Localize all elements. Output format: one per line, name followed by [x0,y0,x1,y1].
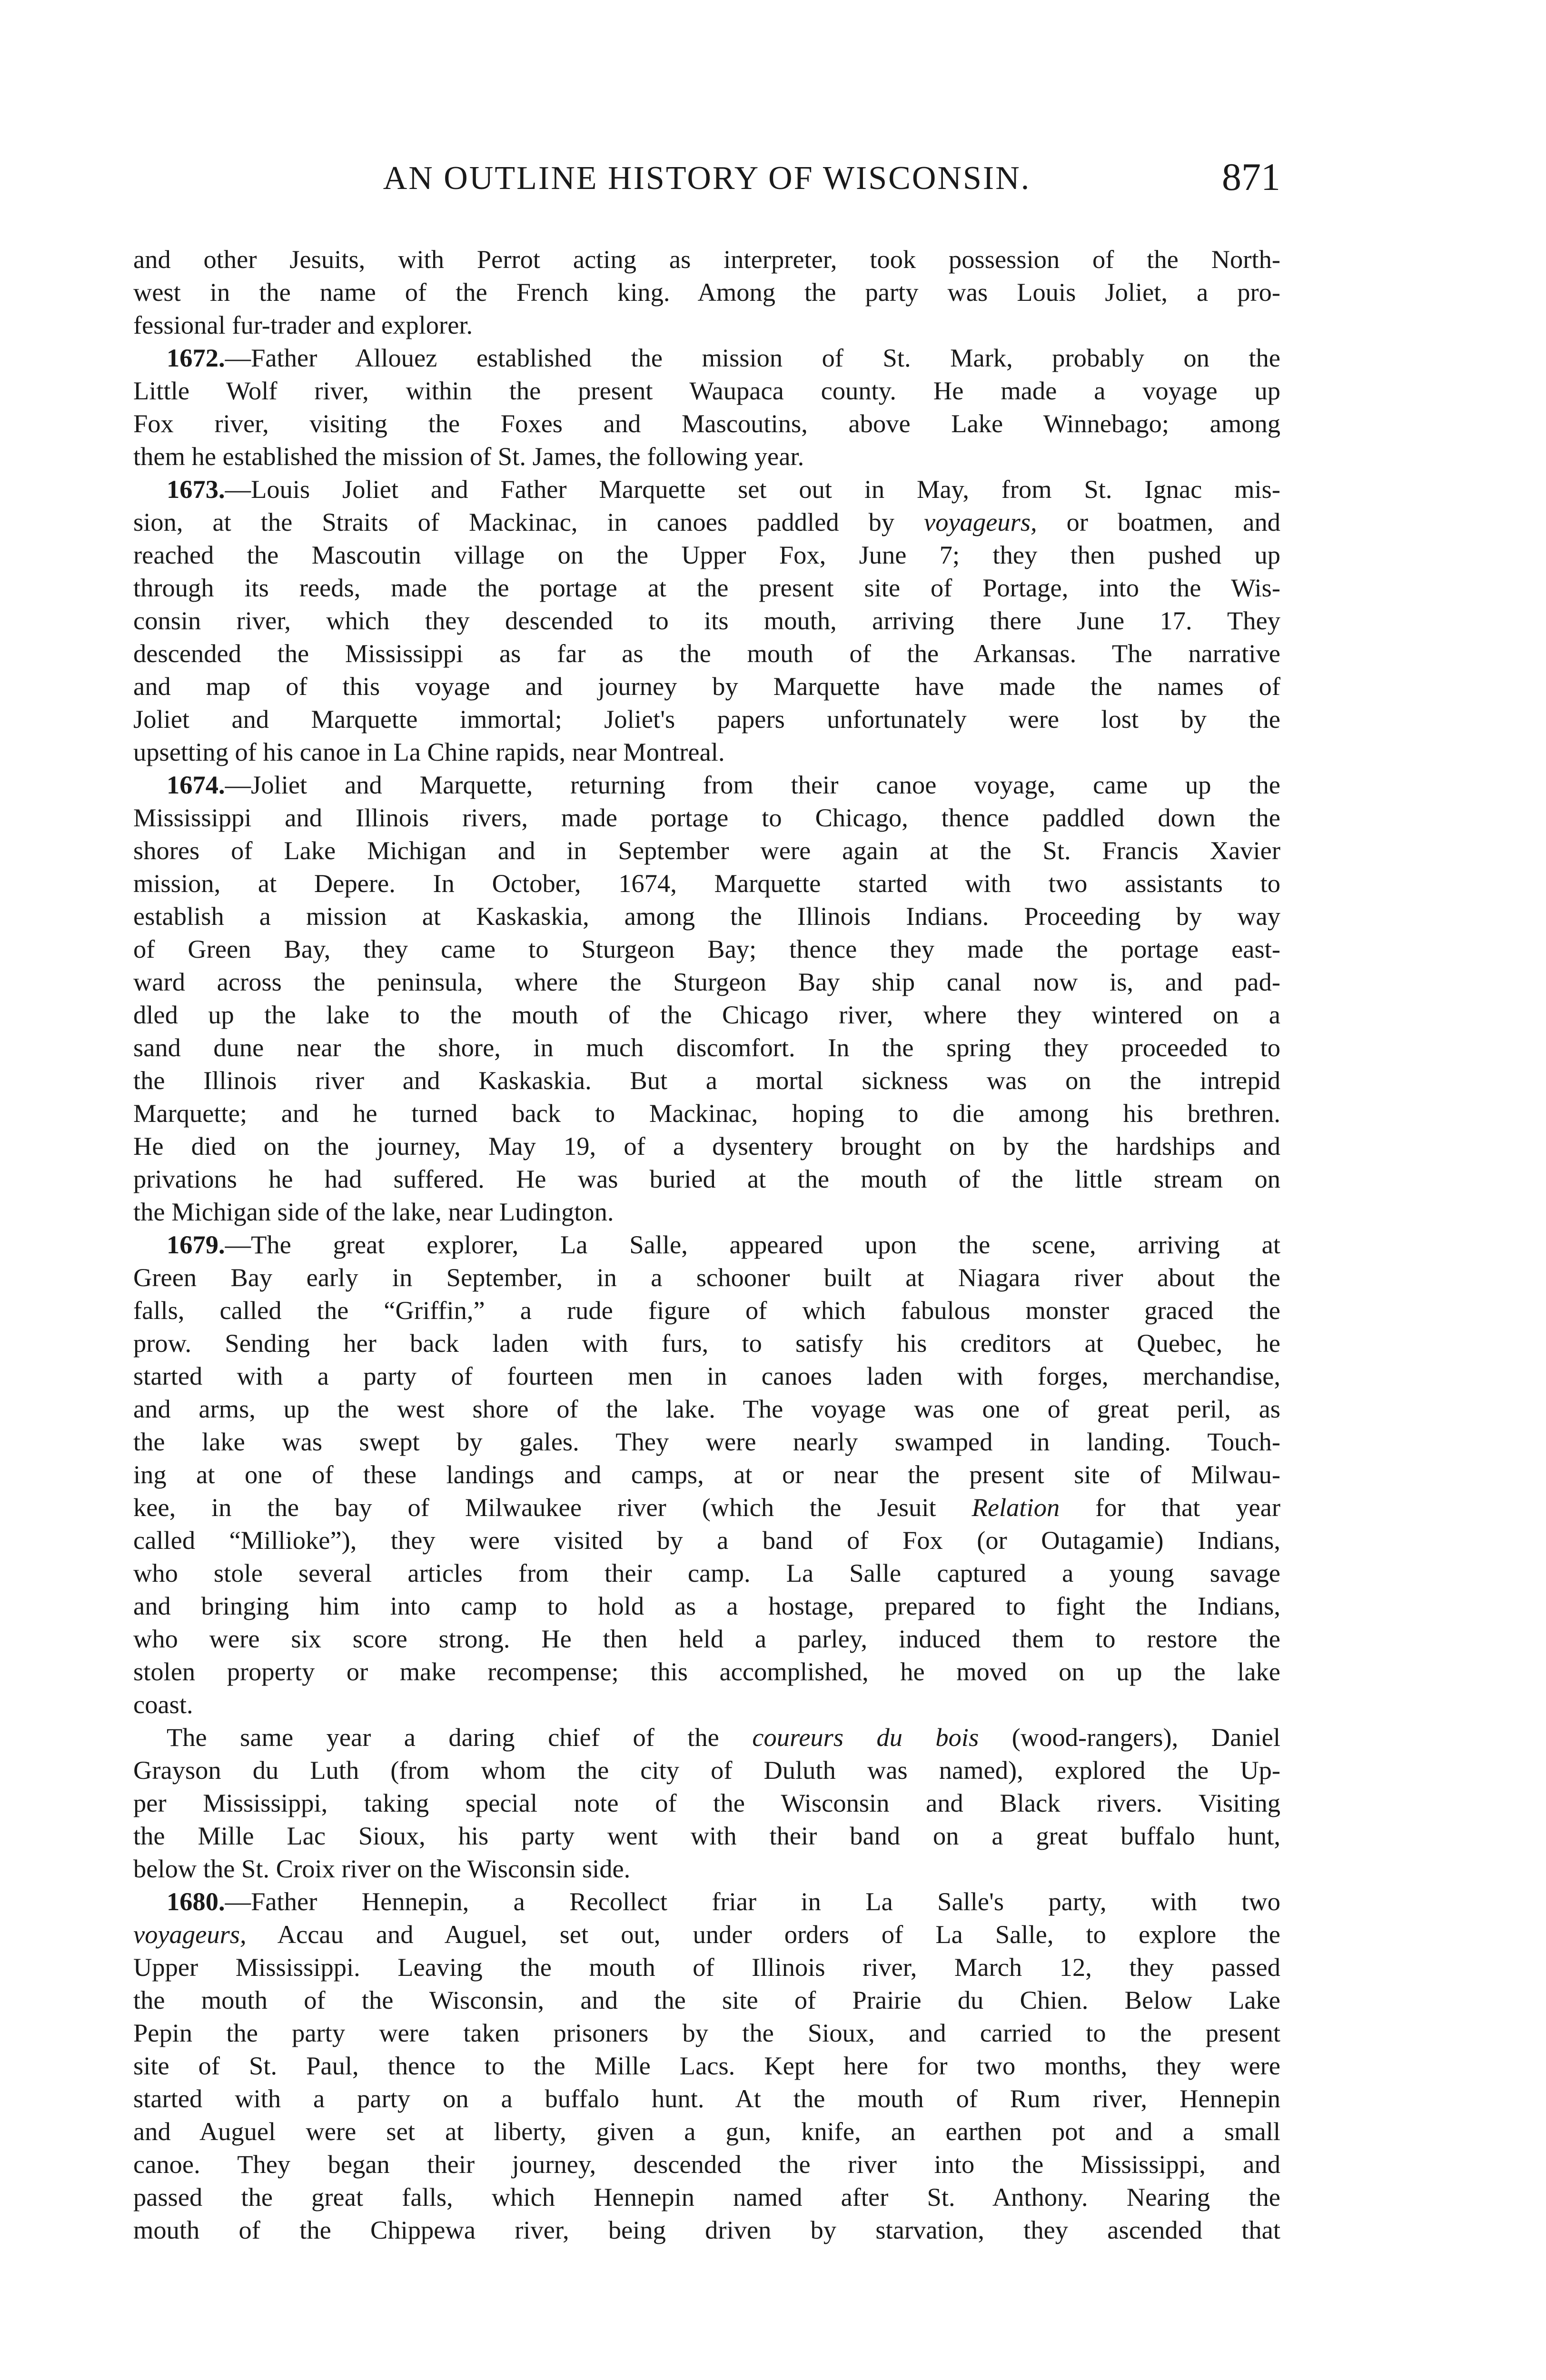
text-line [133,2016,1280,2049]
text-run: and bringing him into camp to hold as a hostage, prepared to fight the Indians, [133,1591,1280,1620]
text-run: Grayson du Luth (from whom the city of Duluth was named), explored the Up- [133,1755,1280,1785]
text-line [133,1983,1280,2016]
text-line [133,1491,1280,1524]
text-line [133,276,1280,308]
text-line [133,1327,1280,1359]
text-run: falls, called the “Griffin,” a rude figure of which fabulous monster graced the [133,1296,1280,1325]
text-line [133,604,1280,637]
text-line [133,1589,1280,1622]
text-run: Fox river, visiting the Foxes and Mascoutins, above Lake Winnebago; among [133,409,1280,438]
text-run: or boatmen, and [1037,507,1280,536]
text-run: dled up the lake to the mouth of the Chicago river, where they wintered on a [133,1000,1280,1029]
text-line [133,2213,1280,2246]
text-run: —The great explorer, La Salle, appeared upon the scene, arriving at [225,1230,1280,1259]
running-title: AN OUTLINE HISTORY OF WISCONSIN. [383,160,1031,197]
text-line [133,1359,1280,1392]
italic-term: Relation [971,1493,1060,1522]
text-run: He died on the journey, May 19, of a dysentery brought on by the hardships and [133,1131,1280,1160]
text-run: passed the great falls, which Hennepin named after St. Anthony. Nearing the [133,2182,1280,2211]
year-heading: 1672. [167,343,225,372]
text-line [133,538,1280,571]
year-heading: 1674. [167,770,225,799]
text-line [133,341,1280,374]
text-run: mouth of the Chippewa river, being driven by starvation, they ascended that [133,2215,1280,2244]
text-line [133,1392,1280,1425]
text-run: started with a party on a buffalo hunt. At the mouth of Rum river, Hennepin [133,2084,1280,2113]
text-line [133,407,1280,440]
text-run: mission, at Depere. In October, 1674, Marquette started with two assistants to [133,869,1280,898]
text-run: (wood-rangers), Daniel [979,1723,1280,1752]
text-line [133,2049,1280,2082]
text-run: Marquette; and he turned back to Mackinac, hoping to die among his brethren. [133,1099,1280,1128]
text-run: and other Jesuits, with Perrot acting as interpreter, took possession of the North- [133,245,1280,274]
italic-term: coureurs du bois [752,1723,979,1752]
text-line [133,1721,1280,1754]
text-line [133,1622,1280,1655]
text-line [133,308,1280,341]
text-line [133,670,1280,703]
text-line [133,1064,1280,1097]
text-run: and arms, up the west shore of the lake. The voyage was one of great peril, as [133,1394,1280,1423]
text-run: establish a mission at Kaskaskia, among the Illinois Indians. Proceeding by way [133,902,1280,931]
text-line [133,440,1280,473]
text-run: Accau and Auguel, set out, under orders of La Salle, to explore the [246,1920,1280,1949]
text-run: —Joliet and Marquette, returning from their canoe voyage, came up the [225,770,1280,799]
text-line [133,506,1280,538]
text-run: for that year [1060,1493,1280,1522]
text-line [133,965,1280,998]
text-line [133,1524,1280,1557]
text-run: the Mille Lac Sioux, his party went with their band on a great buffalo hunt, [133,1821,1280,1850]
text-run: stolen property or make recompense; this accomplished, he moved on up the lake [133,1657,1280,1686]
text-run: the lake was swept by gales. They were nearly swamped in landing. Touch- [133,1427,1280,1456]
text-line [133,2181,1280,2213]
text-line [133,1031,1280,1064]
text-line [133,374,1280,407]
text-line [133,637,1280,670]
text-run: and map of this voyage and journey by Marquette have made the names of [133,672,1280,701]
text-line [133,1195,1280,1228]
text-line [133,1228,1280,1261]
text-run: consin river, which they descended to its mouth, arriving there June 17. They [133,606,1280,635]
text-run: prow. Sending her back laden with furs, to satisfy his creditors at Quebec, he [133,1329,1280,1358]
text-run: site of St. Paul, thence to the Mille Lacs. Kept here for two months, they were [133,2051,1280,2080]
text-run: reached the Mascoutin village on the Upper Fox, June 7; they then pushed up [133,540,1280,569]
text-line [133,768,1280,801]
text-run: Pepin the party were taken prisoners by the Sioux, and carried to the present [133,2018,1280,2047]
page-header [133,155,1280,212]
year-heading: 1673. [167,475,225,504]
text-line [133,1557,1280,1589]
text-line [133,2082,1280,2115]
text-run: west in the name of the French king. Among the party was Louis Joliet, a pro- [133,278,1280,307]
text-run: per Mississippi, taking special note of the Wisconsin and Black rivers. Visiting [133,1788,1280,1817]
year-heading: 1680. [167,1887,225,1916]
text-run: them he established the mission of St. James, the following year. [133,442,804,471]
text-run: —Louis Joliet and Father Marquette set out in May, from St. Ignac mis- [225,475,1280,504]
text-line [133,834,1280,867]
text-line [133,1130,1280,1162]
body-text [133,243,1280,2246]
text-line [133,998,1280,1031]
text-line [133,1754,1280,1786]
text-run: Upper Mississippi. Leaving the mouth of Illinois river, March 12, they passed [133,1953,1280,1982]
text-run: sion, at the Straits of Mackinac, in canoes paddled by [133,507,924,536]
text-line [133,932,1280,965]
text-run: —Father Hennepin, a Recollect friar in La Salle's party, with two [225,1887,1280,1916]
text-run: ing at one of these landings and camps, at or near the present site of Milwau- [133,1460,1280,1489]
text-run: who stole several articles from their camp. La Salle captured a young savage [133,1558,1280,1587]
text-run: privations he had suffered. He was buried at the mouth of the little stream on [133,1164,1280,1193]
text-line [133,867,1280,900]
text-run: through its reeds, made the portage at the present site of Portage, into the Wis- [133,573,1280,602]
text-line [133,1885,1280,1918]
text-run: and Auguel were set at liberty, given a gun, knife, an earthen pot and a small [133,2117,1280,2146]
text-run: kee, in the bay of Milwaukee river (which the Jesuit [133,1493,972,1522]
text-run: upsetting of his canoe in La Chine rapids, near Montreal. [133,737,725,766]
text-run: shores of Lake Michigan and in September were again at the St. Francis Xavier [133,836,1280,865]
text-line [133,1261,1280,1294]
text-run: canoe. They began their journey, descended the river into the Mississippi, and [133,2150,1280,2179]
text-run: called “Millioke”), they were visited by a band of Fox (or Outagamie) Indians, [133,1526,1280,1555]
text-line [133,1097,1280,1130]
text-line [133,801,1280,834]
text-run: the mouth of the Wisconsin, and the site of Prairie du Chien. Below Lake [133,1985,1280,2014]
text-run: descended the Mississippi as far as the mouth of the Arkansas. The narrative [133,639,1280,668]
text-line [133,900,1280,932]
text-run: the Illinois river and Kaskaskia. But a mortal sickness was on the intrepid [133,1066,1280,1095]
text-line [133,1425,1280,1458]
text-run: below the St. Croix river on the Wisconsin side. [133,1854,631,1883]
text-line [133,2148,1280,2181]
text-line [133,1688,1280,1721]
text-line [133,1655,1280,1688]
text-run: The same year a daring chief of the [167,1723,753,1752]
text-line [133,1162,1280,1195]
text-line [133,571,1280,604]
text-line [133,1786,1280,1819]
text-line [133,703,1280,735]
text-run: sand dune near the shore, in much discomfort. In the spring they proceeded to [133,1033,1280,1062]
text-line [133,2115,1280,2148]
text-run: who were six score strong. He then held a parley, induced them to restore the [133,1624,1280,1653]
year-heading: 1679. [167,1230,225,1259]
text-line [133,1294,1280,1327]
text-line [133,473,1280,506]
text-line [133,1852,1280,1885]
text-run: Green Bay early in September, in a schooner built at Niagara river about the [133,1263,1280,1292]
text-run: the Michigan side of the lake, near Ludington. [133,1197,614,1226]
text-run: coast. [133,1690,193,1719]
text-line [133,243,1280,276]
italic-term: voyageurs, [924,507,1037,536]
text-line [133,1951,1280,1983]
text-line [133,1819,1280,1852]
italic-term: voyageurs, [133,1920,247,1949]
text-run: —Father Allouez established the mission of St. Mark, probably on the [225,343,1280,372]
text-run: Mississippi and Illinois rivers, made portage to Chicago, thence paddled down the [133,803,1280,832]
text-run: of Green Bay, they came to Sturgeon Bay; thence they made the portage east- [133,934,1280,963]
text-line [133,1458,1280,1491]
text-run: started with a party of fourteen men in canoes laden with forges, merchandise, [133,1361,1280,1390]
text-line [133,735,1280,768]
text-run: Joliet and Marquette immortal; Joliet's papers unfortunately were lost by the [133,704,1280,734]
page-number: 871 [1222,155,1280,198]
text-line [133,1918,1280,1951]
text-run: Little Wolf river, within the present Waupaca county. He made a voyage up [133,376,1280,405]
text-run: ward across the peninsula, where the Sturgeon Bay ship canal now is, and pad- [133,967,1280,996]
text-run: fessional fur-trader and explorer. [133,310,473,339]
